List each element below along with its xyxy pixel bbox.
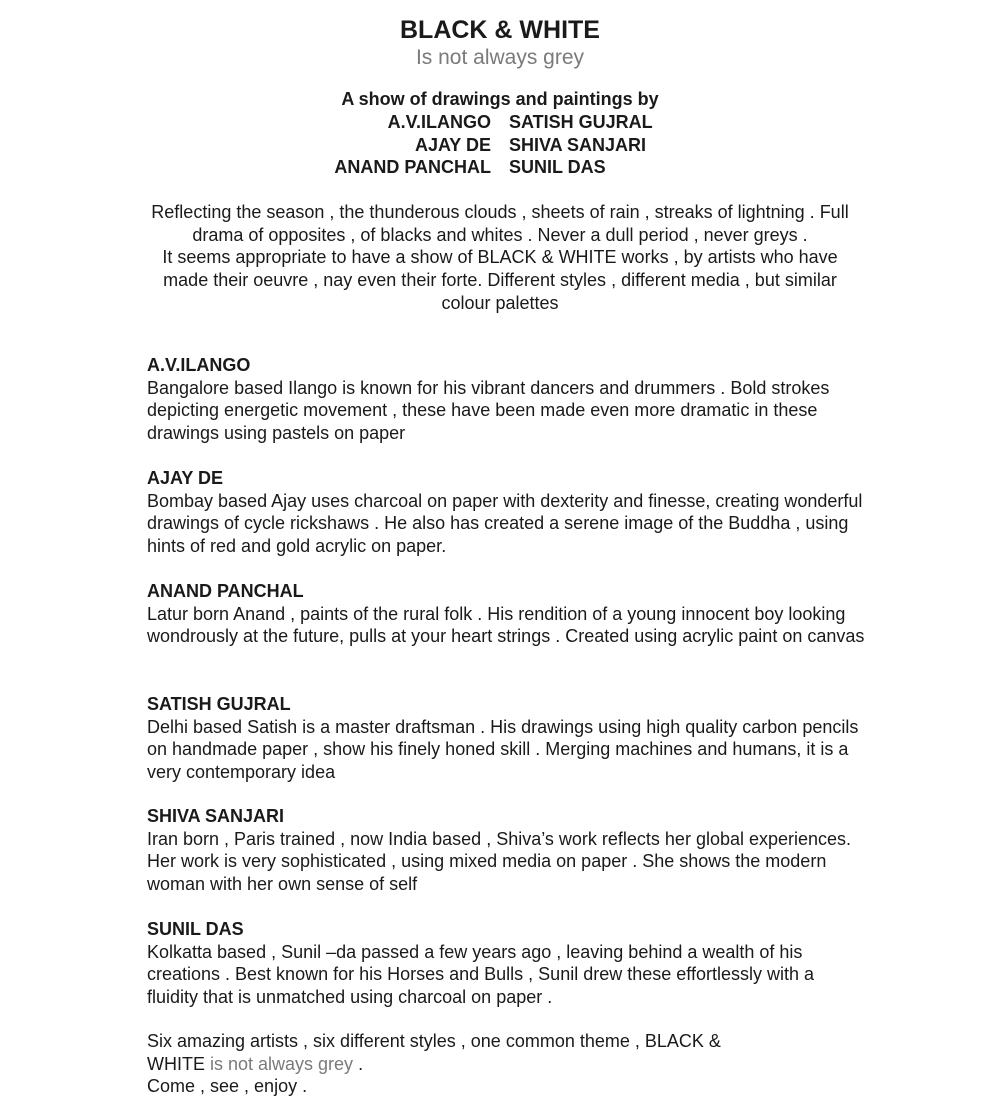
artist-description: Delhi based Satish is a master draftsman . His drawings using high quality carbon pencils on handmade paper , show his finely honed skill . Merging machines and humans, it is a very contemporary idea bbox=[147, 716, 859, 783]
artist-section-anand-panchal bbox=[147, 580, 867, 648]
artist-name: A.V.ILANGO bbox=[147, 355, 251, 375]
closing-period: . bbox=[353, 1053, 364, 1074]
artist-description: Kolkatta based , Sunil –da passed a few years ago , leaving behind a wealth of his creations . Best known for his Horses and Bulls , Sunil drew these effortlessly with a fluidity that is unmatched using charcoal on paper . bbox=[147, 941, 814, 1008]
artist-list-left: ANAND PANCHAL bbox=[334, 157, 491, 177]
closing-line: Six amazing artists , six different styles , one common theme , BLACK & bbox=[147, 1031, 721, 1051]
intro-text bbox=[140, 201, 860, 315]
closing-line: Come , see , enjoy . bbox=[147, 1076, 308, 1097]
artist-description: Bangalore based Ilango is known for his vibrant dancers and drummers . Bold strokes depicting energetic movement , these have been made even more dramatic in these drawings using pastels on paper bbox=[147, 377, 830, 444]
artist-name: AJAY DE bbox=[147, 468, 224, 488]
artist-list-left: A.V.ILANGO bbox=[387, 112, 491, 132]
closing-white-word: WHITE bbox=[147, 1053, 205, 1074]
page-subtitle: Is not always grey bbox=[415, 46, 585, 69]
page-title: BLACK & WHITE bbox=[400, 16, 600, 44]
artist-description: Bombay based Ajay uses charcoal on paper with dexterity and finesse, creating wonderful drawings of cycle rickshaws . He also has created a serene image of the Buddha , using hints of red and gold acrylic on paper. bbox=[147, 490, 863, 557]
artist-list-right: SUNIL DAS bbox=[509, 157, 606, 177]
artist-row bbox=[0, 156, 1000, 179]
artist-section-ajay-de bbox=[147, 467, 867, 558]
show-intro-heading: A show of drawings and paintings by bbox=[341, 89, 659, 109]
artist-section-sunil-das bbox=[147, 918, 867, 1009]
intro-paragraph: Reflecting the season , the thunderous clouds , sheets of rain , streaks of lightning . Full drama of opposites , of blacks and whites . Never a dull period , never greys . bbox=[151, 202, 849, 245]
closing-line bbox=[147, 1053, 867, 1076]
artist-list-left: AJAY DE bbox=[414, 134, 491, 155]
closing-grey-phrase: is not always grey bbox=[205, 1053, 354, 1074]
artist-section-ilango bbox=[147, 354, 867, 445]
intro-paragraph: It seems appropriate to have a show of BLACK & WHITE works , by artists who have made their oeuvre , nay even their forte. Different styles , different media , but similar colour palettes bbox=[162, 247, 838, 313]
artist-list bbox=[0, 111, 1000, 179]
artist-section-shiva-sanjari bbox=[147, 805, 867, 896]
artist-list-right: SHIVA SANJARI bbox=[509, 134, 647, 155]
artist-description: Latur born Anand , paints of the rural folk . His rendition of a young innocent boy looking wondrously at the future, pulls at your heart strings . Created using acrylic paint on canvas bbox=[147, 603, 865, 647]
artist-row bbox=[0, 134, 1000, 157]
artist-name: SATISH GUJRAL bbox=[147, 694, 291, 714]
artist-name: SHIVA SANJARI bbox=[147, 806, 285, 826]
artist-name: SUNIL DAS bbox=[147, 919, 244, 939]
closing-text bbox=[147, 1030, 867, 1098]
artist-description: Iran born , Paris trained , now India based , Shiva’s work reflects her global experiences. Her work is very sophisticated , using mixed media on paper . She shows the modern woman with her own sense of self bbox=[147, 828, 852, 895]
artist-name: ANAND PANCHAL bbox=[147, 581, 304, 601]
artist-section-satish-gujral bbox=[147, 693, 867, 784]
artist-row bbox=[0, 111, 1000, 134]
artist-list-right: SATISH GUJRAL bbox=[509, 112, 653, 132]
